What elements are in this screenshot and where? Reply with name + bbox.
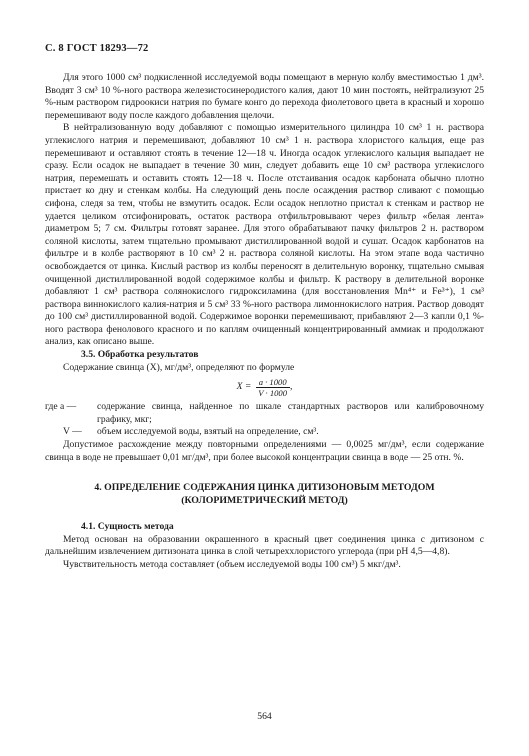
where-v [45, 426, 484, 439]
formula-tail: , [290, 381, 293, 393]
section-4-title-line-1: 4. ОПРЕДЕЛЕНИЕ СОДЕРЖАНИЯ ЦИНКА ДИТИЗОНОВЫМ МЕТОДОМ [94, 482, 435, 494]
section-heading-4-1: 4.1. Сущность метода [81, 521, 174, 533]
page-number: 564 [257, 711, 272, 722]
section-4-title-line-2: (КОЛОРИМЕТРИЧЕСКИЙ МЕТОД) [181, 494, 348, 506]
paragraph-2: В нейтрализованную воду добавляют с помощью измерительного цилиндра 10 см³ 1 н. раствора углекислого натрия и перемешивают, добавляют 10 см³ 1 н. раствора хлористого кальция, еще раз перемешивают и оставляют стоять в течение 12—18 ч. Иногда осадок углекислого кальция выпадает не сразу. Если осадок не выпадает в течение 30 мин, следует добавить еще 10 см³ раствора углекислого натрия, перемешать и оставить стоять 12—18 ч. После отстаивания осадок карбоната обычно плотно пристает ко дну и стенкам колбы. На следующий день после осаждения раствор сливают с помощью сифона, следя за тем, чтобы не взмутить осадок. Если осадок неплотно пристал к стенкам и раствор не удается целиком отсифонировать, остаток раствора отфильтровывают через фильтр «белая лента» диаметром 5; 7 см. Фильтры готовят заранее. Для этого обрабатывают пачку фильтров 2 н. раствором соляной кислоты, затем тщательно промывают дистиллированной водой и сушат. Осадок карбонатов на фильтре и в колбе растворяют в 10 см³ 2 н. раствора соляной кислоты. На этом этапе вода частично освобождается от цинка. Кислый раствор из колбы переносят в делительную воронку, тщательно смывая очищенной дистиллированной водой содержимое колбы и фильтр. К раствору в делительной воронке добавляют 1 см³ раствора солянокислого гидроксиламина (для восстановления Mn⁴⁺ и Fe³⁺), 1 см³ раствора виннокислого калия-натрия и 5 см³ 33 %-ного раствора лимоннокислого натрия. Раствор доводят до 100 см³ дистиллированной водой. Содержимое воронки перемешивают, прибавляют 2—3 капли 0,1 %-ного раствора фенолового красного и по каплям очищенный концентрированный аммиак и продолжают анализ, как описано выше. [45, 122, 484, 348]
document-body [45, 72, 484, 571]
formula-fraction [255, 377, 293, 399]
where-v-text: объем исследуемой воды, взятый на определение, см³. [97, 426, 319, 438]
where-a-text: содержание свинца, найденное по шкале стандартных растворов или калибровочному графику, мкг; [97, 401, 484, 425]
where-a [45, 401, 484, 426]
formula-numerator: a · 1000 [256, 377, 290, 388]
section-4-title [45, 482, 484, 507]
paragraph-6: Чувствительность метода составляет (объем исследуемой воды 100 см³) 5 мкг/дм³. [63, 558, 401, 570]
paragraph-1: Для этого 1000 см³ подкисленной исследуемой воды помещают в мерную колбу вместимостью 1 дм³. Вводят 3 см³ 10 %-ного раствора железистосинеродистого калия, дают 10 мин постоять, нейтрализуют 25 %-ным раствором гидроокиси натрия по бумаге конго до перехода фиолетового цвета в красный и хорошо перемешивают воду после каждого добавления щелочи. [45, 72, 484, 121]
formula-lhs: X = [236, 381, 252, 393]
paragraph-5: Метод основан на образовании окрашенного в красный цвет соединения цинка с дитизоном с дальнейшим извлечением дитизоната цинка в слой четыреххлористого углерода (при pH 4,5—4,8). [45, 533, 484, 558]
section-heading-3-5: 3.5. Обработка результатов [81, 349, 199, 361]
where-v-label: V — [63, 426, 82, 438]
formula [45, 377, 484, 398]
paragraph-4: Допустимое расхождение между повторными определениями — 0,0025 мг/дм³, если содержание свинца в воде не превышает 0,01 мг/дм³, при более высокой концентрации свинца в воде — 25 отн. %. [45, 439, 484, 463]
page-header: С. 8 ГОСТ 18293—72 [45, 43, 149, 54]
paragraph-3: Содержание свинца (X), мг/дм³, определяют по формуле [63, 361, 295, 373]
formula-denominator: V · 1000 [258, 388, 288, 399]
where-a-label: где a — [45, 401, 77, 413]
